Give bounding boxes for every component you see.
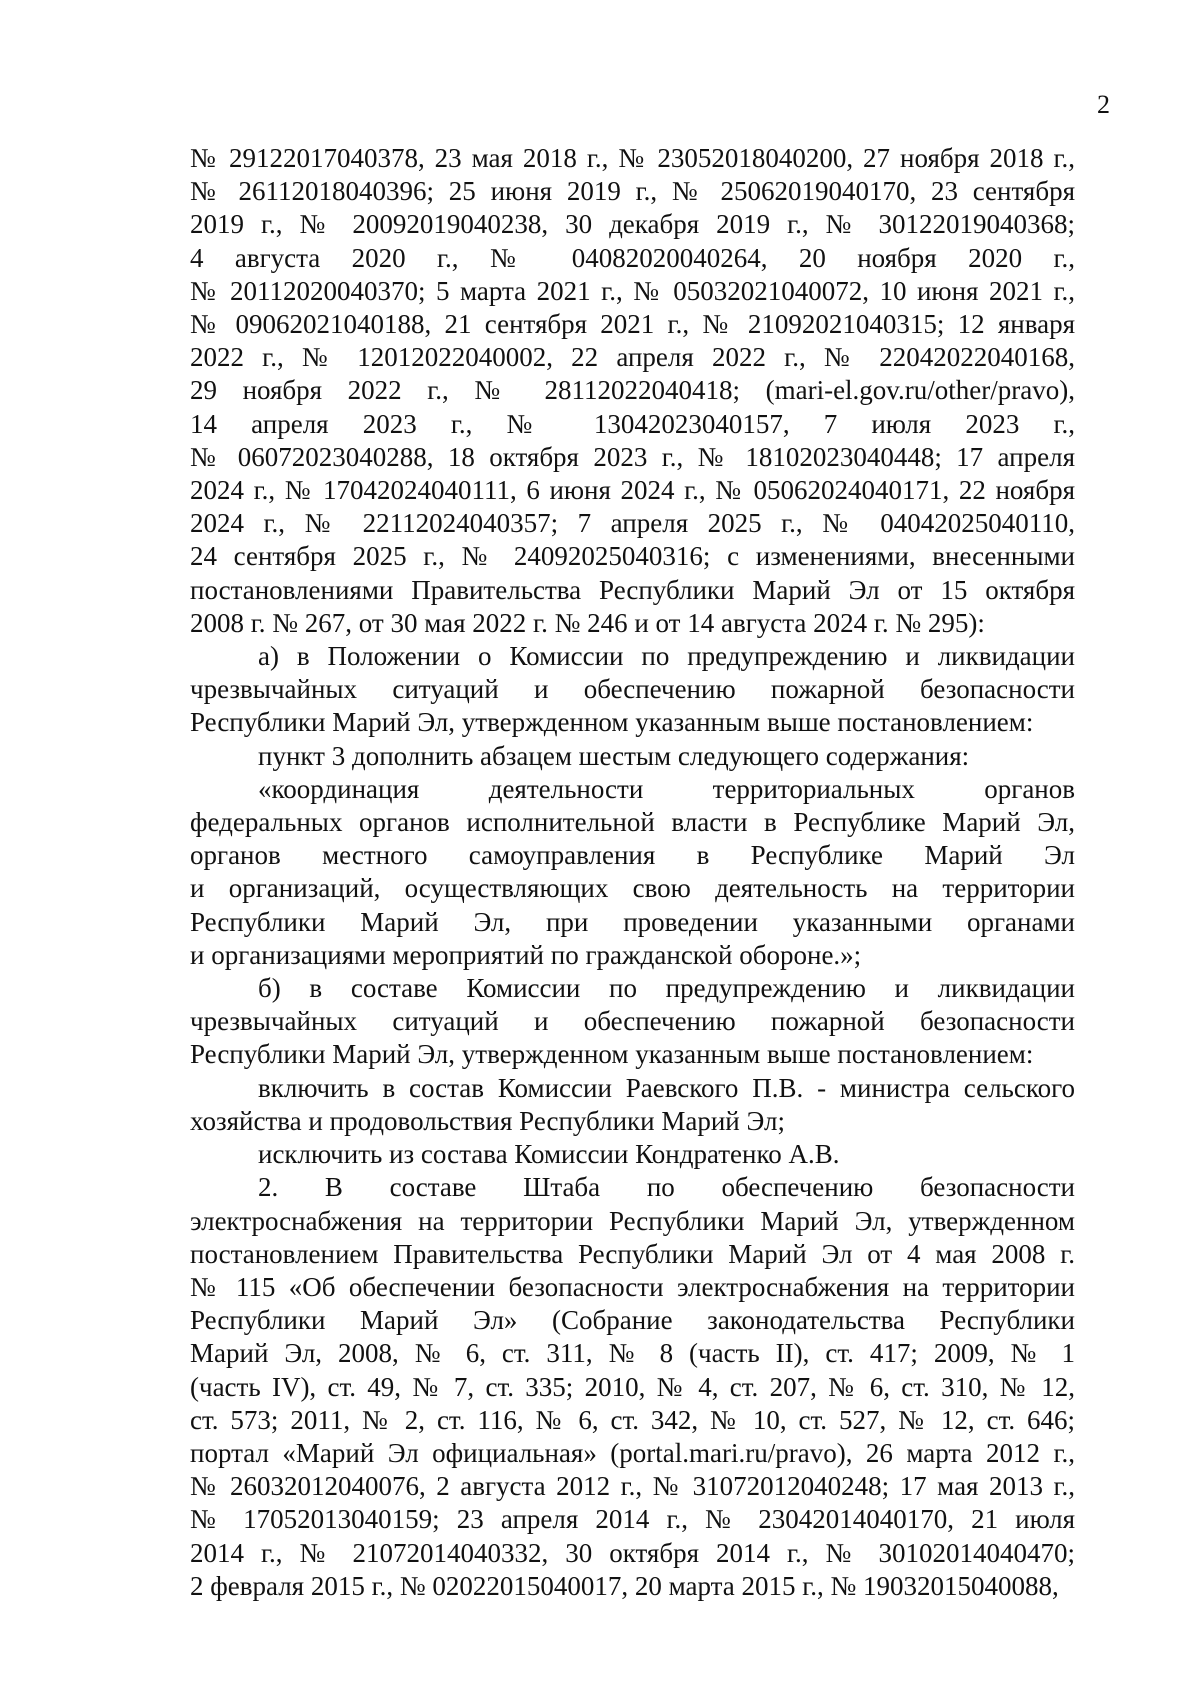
text-line: пункт 3 дополнить абзацем шестым следующего содержания: [258, 740, 970, 771]
paragraph [190, 773, 1075, 972]
text-line: 14 апреля 2023 г., № 13042023040157, 7 июля 2023 г., [190, 408, 1075, 439]
page-number: 2 [1097, 90, 1110, 119]
paragraph [190, 640, 1075, 740]
text-line: электроснабжения на территории Республики Марий Эл, утвержденном [190, 1205, 1075, 1236]
text-line: федеральных органов исполнительной власти в Республике Марий Эл, [190, 807, 1075, 838]
text-line: № 29122017040378, 23 мая 2018 г., № 23052018040200, 27 ноября 2018 г., [190, 143, 1075, 173]
text-line: 2022 г., № 12012022040002, 22 апреля 2022 г., № 22042022040168, [190, 342, 1075, 373]
text-line: № 26112018040396; 25 июня 2019 г., № 25062019040170, 23 сентября [190, 176, 1075, 207]
text-line: № 26032012040076, 2 августа 2012 г., № 31072012040248; 17 мая 2013 г., [190, 1471, 1075, 1502]
document-body [190, 142, 1075, 1603]
text-line: (часть IV), ст. 49, № 7, ст. 335; 2010, № 4, ст. 207, № 6, ст. 310, № 12, [190, 1371, 1075, 1402]
text-line: 29 ноября 2022 г., № 28112022040418; (mari-el.gov.ru/other/pravo), [190, 375, 1075, 406]
text-line: № 09062021040188, 21 сентября 2021 г., № 21092021040315; 12 января [190, 309, 1075, 340]
paragraph [190, 1072, 1075, 1138]
text-line: 2008 г. № 267, от 30 мая 2022 г. № 246 и от 14 августа 2024 г. № 295): [190, 607, 985, 638]
text-line: хозяйства и продовольствия Республики Марий Эл; [190, 1105, 785, 1136]
text-line: 2 февраля 2015 г., № 02022015040017, 20 марта 2015 г., № 19032015040088, [190, 1570, 1059, 1601]
paragraph [190, 972, 1075, 1072]
text-line: 2024 г., № 17042024040111, 6 июня 2024 г., № 05062024040171, 22 ноября [190, 475, 1075, 506]
text-line: 2014 г., № 21072014040332, 30 октября 2014 г., № 30102014040470; [190, 1537, 1075, 1568]
text-line: постановлениями Правительства Республики Марий Эл от 15 октября [190, 574, 1075, 605]
text-line: постановлением Правительства Республики Марий Эл от 4 мая 2008 г. [190, 1238, 1075, 1269]
text-line: 2. В составе Штаба по обеспечению безопасности [258, 1172, 1075, 1203]
paragraph [190, 740, 1075, 773]
text-line: б) в составе Комиссии по предупреждению и ликвидации [258, 973, 1075, 1004]
text-line: Республики Марий Эл, утвержденном указанным выше постановлением: [190, 707, 1034, 738]
text-line: № 115 «Об обеспечении безопасности электроснабжения на территории [190, 1271, 1075, 1302]
text-line: 24 сентября 2025 г., № 24092025040316; с изменениями, внесенными [190, 541, 1075, 572]
paragraph [190, 142, 1075, 640]
text-line: Республики Марий Эл, утвержденном указанным выше постановлением: [190, 1039, 1034, 1070]
text-line: Республики Марий Эл, при проведении указанными органами [190, 906, 1075, 937]
text-line: Марий Эл, 2008, № 6, ст. 311, № 8 (часть II), ст. 417; 2009, № 1 [190, 1338, 1075, 1369]
text-line: № 20112020040370; 5 марта 2021 г., № 05032021040072, 10 июня 2021 г., [190, 275, 1075, 306]
text-line: органов местного самоуправления в Республике Марий Эл [190, 840, 1075, 871]
text-line: чрезвычайных ситуаций и обеспечению пожарной безопасности [190, 1006, 1075, 1037]
paragraph [190, 1138, 1075, 1171]
text-line: № 17052013040159; 23 апреля 2014 г., № 23042014040170, 21 июля [190, 1504, 1075, 1535]
text-line: № 06072023040288, 18 октября 2023 г., № 18102023040448; 17 апреля [190, 441, 1075, 472]
text-line: 4 августа 2020 г., № 04082020040264, 20 ноября 2020 г., [190, 242, 1075, 273]
text-line: ст. 573; 2011, № 2, ст. 116, № 6, ст. 342, № 10, ст. 527, № 12, ст. 646; [190, 1404, 1075, 1435]
text-line: чрезвычайных ситуаций и обеспечению пожарной безопасности [190, 674, 1075, 705]
text-line: и организаций, осуществляющих свою деятельность на территории [190, 873, 1075, 904]
text-line: исключить из состава Комиссии Кондратенко А.В. [258, 1139, 840, 1170]
text-line: Республики Марий Эл» (Собрание законодательства Республики [190, 1305, 1075, 1336]
text-line: портал «Марий Эл официальная» (portal.mari.ru/pravo), 26 марта 2012 г., [190, 1437, 1075, 1468]
text-line: включить в состав Комиссии Раевского П.В. - министра сельского [258, 1072, 1075, 1103]
text-line: 2019 г., № 20092019040238, 30 декабря 2019 г., № 30122019040368; [190, 209, 1075, 240]
text-line: 2024 г., № 22112024040357; 7 апреля 2025 г., № 04042025040110, [190, 508, 1075, 539]
paragraph [190, 1171, 1075, 1603]
text-line: и организациями мероприятий по гражданской обороне.»; [190, 939, 862, 970]
text-line: «координация деятельности территориальных органов [258, 773, 1075, 804]
text-line: а) в Положении о Комиссии по предупреждению и ликвидации [258, 641, 1075, 672]
